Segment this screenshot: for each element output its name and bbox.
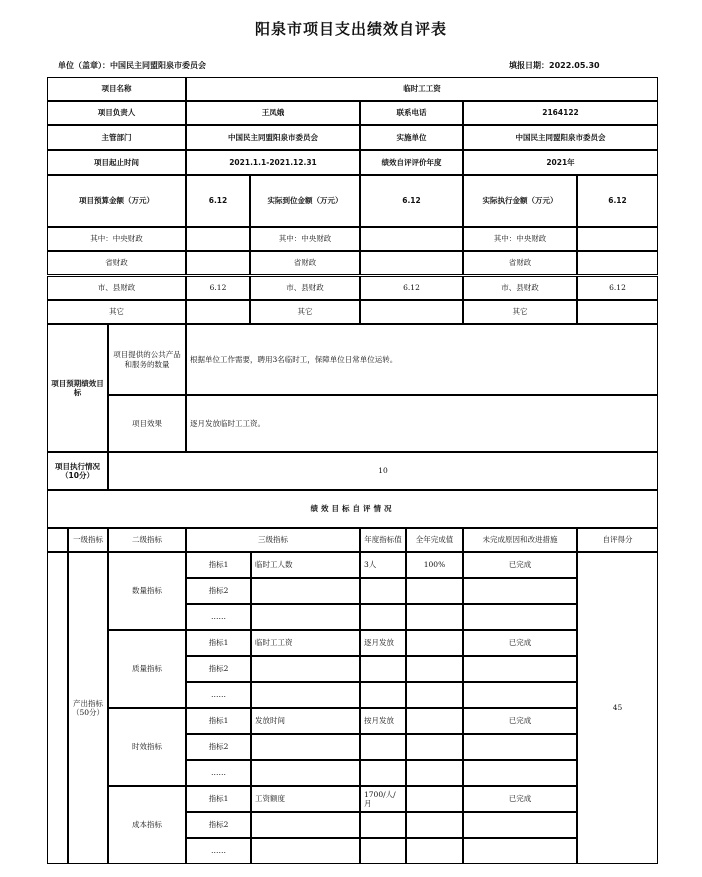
phone-label: 联系电话: [360, 101, 463, 125]
indicator-item-1-2: [251, 682, 360, 708]
reason-0-1: [463, 578, 577, 604]
products-label: 项目提供的公共产品和服务的数量: [108, 324, 186, 395]
date-label: 填报日期：2022.05.30: [509, 61, 600, 70]
header-level3: 三级指标: [186, 528, 360, 552]
budget-label: 项目预算金额（万元）: [47, 175, 186, 227]
reason-2-2: [463, 760, 577, 786]
city-budget: 6.12: [186, 276, 250, 300]
goals-label: 项目预期绩效目标: [47, 324, 108, 452]
exec-label: 实际执行金额（万元）: [463, 175, 577, 227]
other-actual: [360, 300, 463, 324]
completion-1-0: [406, 630, 463, 656]
province-actual: [360, 251, 463, 275]
group-name-3: 成本指标: [108, 786, 186, 864]
group-name-1: 质量指标: [108, 630, 186, 708]
indicator-3-2: ……: [186, 838, 251, 864]
annual-1-2: [360, 682, 406, 708]
actual-label: 实际到位金额（万元）: [250, 175, 360, 227]
products-text: 根据单位工作需要，聘用3名临时工，保障单位日常单位运转。: [186, 324, 658, 395]
annual-1-0: 逐月发放: [360, 630, 406, 656]
province-label-2: 省财政: [250, 251, 360, 275]
completion-2-0: [406, 708, 463, 734]
indicator-item-3-0: 工资额度: [251, 786, 360, 812]
reason-1-2: [463, 682, 577, 708]
central-label-3: 其中：中央财政: [463, 227, 577, 251]
annual-2-1: [360, 734, 406, 760]
leader-label: 项目负责人: [47, 101, 186, 125]
indicator-3-0: 指标1: [186, 786, 251, 812]
left-blank-column: [47, 552, 68, 864]
indicator-item-2-2: [251, 760, 360, 786]
indicator-1-2: ……: [186, 682, 251, 708]
completion-2-2: [406, 760, 463, 786]
indicator-2-2: ……: [186, 760, 251, 786]
header-annual: 年度指标值: [360, 528, 406, 552]
central-actual: [360, 227, 463, 251]
completion-2-1: [406, 734, 463, 760]
annual-0-0: 3人: [360, 552, 406, 578]
header-score: 自评得分: [577, 528, 658, 552]
impl-label: 实施单位: [360, 125, 463, 150]
period-value: 2021.1.1-2021.12.31: [186, 150, 360, 175]
city-exec: 6.12: [577, 276, 658, 300]
effect-text: 逐月发放临时工工资。: [186, 395, 658, 452]
city-label-1: 市、县财政: [47, 276, 186, 300]
header-level1: 一级指标: [68, 528, 108, 552]
header-level2: 二级指标: [108, 528, 186, 552]
indicator-2-1: 指标2: [186, 734, 251, 760]
other-exec: [577, 300, 658, 324]
impl-value: 中国民主同盟阳泉市委员会: [463, 125, 658, 150]
indicator-item-3-2: [251, 838, 360, 864]
group-name-0: 数量指标: [108, 552, 186, 630]
completion-0-2: [406, 604, 463, 630]
reason-3-2: [463, 838, 577, 864]
province-exec: [577, 251, 658, 275]
execution-label: 项目执行情况（10分）: [47, 452, 108, 490]
group-name-2: 时效指标: [108, 708, 186, 786]
province-budget: [186, 251, 250, 275]
completion-3-0: [406, 786, 463, 812]
phone-value: 2164122: [463, 101, 658, 125]
reason-2-0: 已完成: [463, 708, 577, 734]
eval-section-title: 绩效目标自评情况: [47, 490, 658, 528]
indicator-item-0-2: [251, 604, 360, 630]
effect-label: 项目效果: [108, 395, 186, 452]
indicator-item-2-1: [251, 734, 360, 760]
annual-3-0: 1700/人/月: [360, 786, 406, 812]
header-reason: 未完成原因和改进措施: [463, 528, 577, 552]
indicator-0-1: 指标2: [186, 578, 251, 604]
indicator-1-1: 指标2: [186, 656, 251, 682]
year-label: 绩效自评评价年度: [360, 150, 463, 175]
page-title: 阳泉市项目支出绩效自评表: [254, 20, 447, 38]
dept-value: 中国民主同盟阳泉市委员会: [186, 125, 360, 150]
project-name-label: 项目名称: [47, 77, 186, 101]
other-budget: [186, 300, 250, 324]
city-label-3: 市、县财政: [463, 276, 577, 300]
header-completion: 全年完成值: [406, 528, 463, 552]
actual-value: 6.12: [360, 175, 463, 227]
execution-score: 10: [108, 452, 658, 490]
leader-value: 王凤娥: [186, 101, 360, 125]
central-label-2: 其中：中央财政: [250, 227, 360, 251]
central-label-1: 其中：中央财政: [47, 227, 186, 251]
unit-label: 单位（盖章）：中国民主同盟阳泉市委员会: [58, 61, 206, 70]
completion-0-1: [406, 578, 463, 604]
reason-3-1: [463, 812, 577, 838]
other-label-1: 其它: [47, 300, 186, 324]
indicator-item-0-0: 临时工人数: [251, 552, 360, 578]
other-label-3: 其它: [463, 300, 577, 324]
indicator-3-1: 指标2: [186, 812, 251, 838]
indicator-item-1-0: 临时工工资: [251, 630, 360, 656]
project-name-value: 临时工工资: [186, 77, 658, 101]
annual-3-1: [360, 812, 406, 838]
completion-3-2: [406, 838, 463, 864]
total-score: 45: [577, 552, 658, 864]
completion-1-2: [406, 682, 463, 708]
reason-2-1: [463, 734, 577, 760]
annual-3-2: [360, 838, 406, 864]
indicator-item-2-0: 发放时间: [251, 708, 360, 734]
budget-value: 6.12: [186, 175, 250, 227]
reason-0-2: [463, 604, 577, 630]
central-exec: [577, 227, 658, 251]
indicator-2-0: 指标1: [186, 708, 251, 734]
period-label: 项目起止时间: [47, 150, 186, 175]
annual-2-2: [360, 760, 406, 786]
central-budget: [186, 227, 250, 251]
dept-label: 主管部门: [47, 125, 186, 150]
exec-value: 6.12: [577, 175, 658, 227]
indicator-0-0: 指标1: [186, 552, 251, 578]
annual-0-1: [360, 578, 406, 604]
indicator-item-0-1: [251, 578, 360, 604]
year-value: 2021年: [463, 150, 658, 175]
indicator-1-0: 指标1: [186, 630, 251, 656]
city-actual: 6.12: [360, 276, 463, 300]
indicator-0-2: ……: [186, 604, 251, 630]
annual-1-1: [360, 656, 406, 682]
indicator-item-3-1: [251, 812, 360, 838]
completion-1-1: [406, 656, 463, 682]
reason-1-0: 已完成: [463, 630, 577, 656]
level1-output: 产出指标（50分）: [68, 552, 108, 864]
reason-3-0: 已完成: [463, 786, 577, 812]
reason-1-1: [463, 656, 577, 682]
city-label-2: 市、县财政: [250, 276, 360, 300]
reason-0-0: 已完成: [463, 552, 577, 578]
header-blank: [47, 528, 68, 552]
completion-0-0: 100%: [406, 552, 463, 578]
annual-2-0: 按月发放: [360, 708, 406, 734]
completion-3-1: [406, 812, 463, 838]
annual-0-2: [360, 604, 406, 630]
other-label-2: 其它: [250, 300, 360, 324]
province-label-3: 省财政: [463, 251, 577, 275]
indicator-item-1-1: [251, 656, 360, 682]
province-label-1: 省财政: [47, 251, 186, 275]
